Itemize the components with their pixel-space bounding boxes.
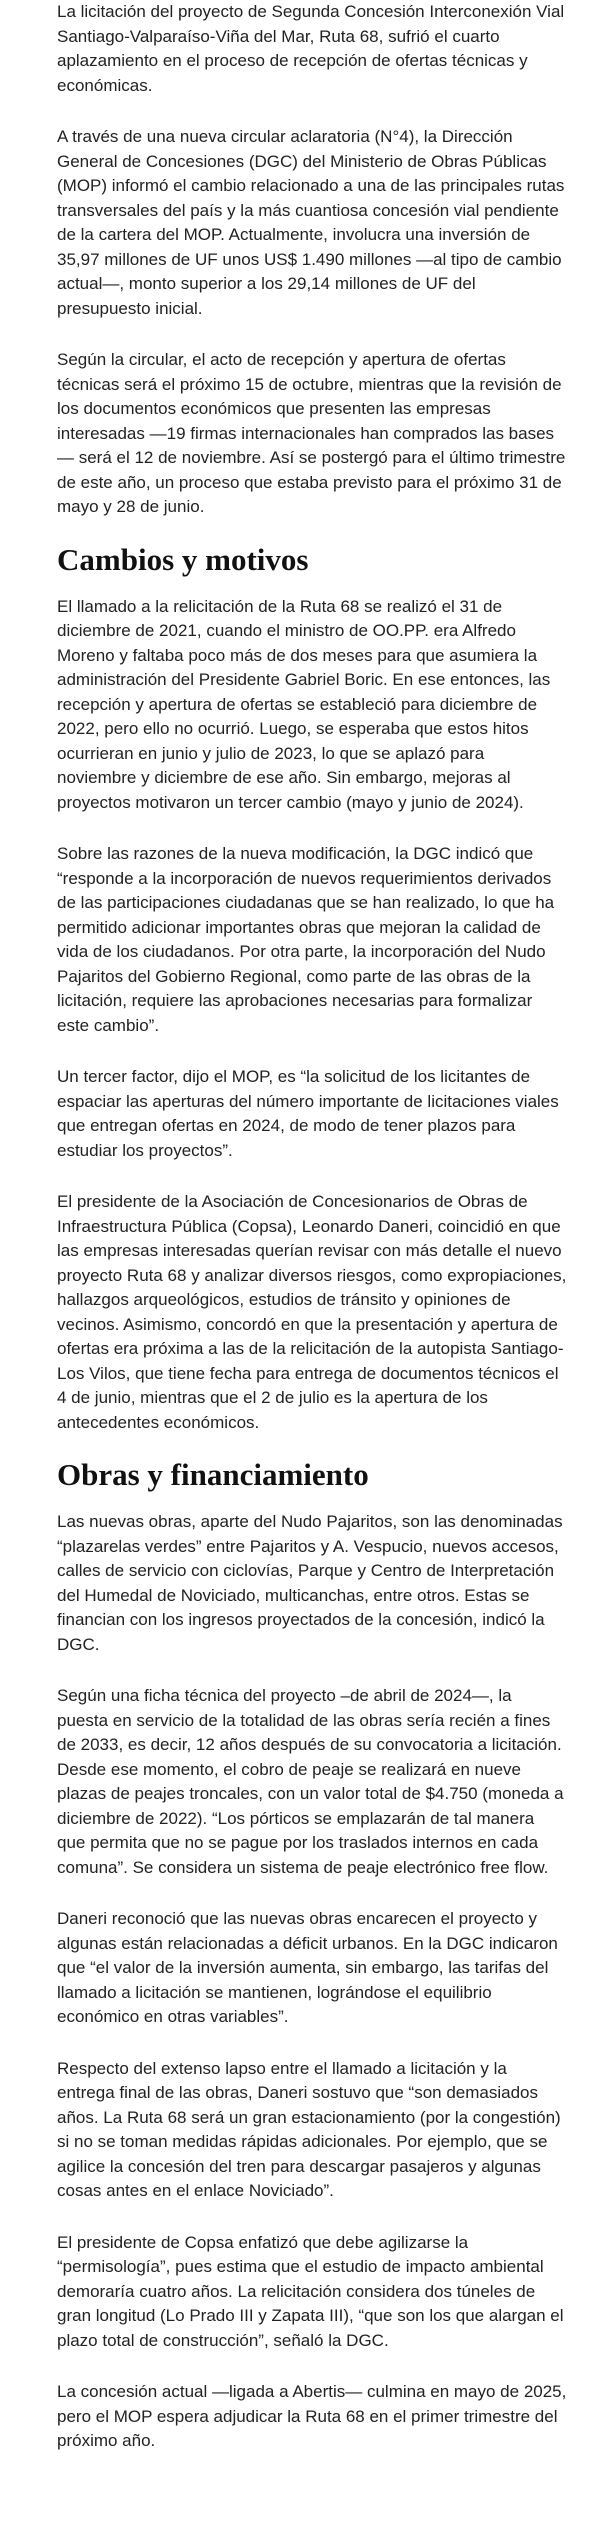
paragraph-permits: El presidente de Copsa enfatizó que debe agilizarse la “permisología”, pues estima que el estudio de impacto ambiental demoraría cuatro años. La relicitación considera dos túneles de gran longitud (Lo Prado III y Zapata III), “que son los que alargan el plazo total de construcción”, señaló la DGC.	[57, 2232, 564, 2350]
paragraph-new-works: Las nuevas obras, aparte del Nudo Pajaritos, son las denominadas “plazarelas verdes” entre Pajaritos y A. Vespucio, nuevos accesos, calles de servicio con ciclovías, Parque y Centro de Interpretación del Humedal de Noviciado, multicanchas, entre otros. Estas se financian con los ingresos proyectados de la concesión, indicó la DGC.	[57, 1512, 563, 1654]
paragraph-history: El llamado a la relicitación de la Ruta 68 se realizó el 31 de diciembre de 2021, cuando el ministro de OO.PP. era Alfredo Moreno y faltaba poco más de dos meses para que asumiera la administración del Presidente Gabriel Boric. En ese entonces, las recepción y apertura de ofertas se estableció para diciembre de 2022, pero ello no ocurrió. Luego, se esperaba que estos hitos ocurrieran en junio y julio de 2023, lo que se aplazó para noviembre y diciembre de ese año. Sin embargo, mejoras al proyectos motivaron un tercer cambio (mayo y junio de 2024).	[57, 596, 551, 812]
paragraph-circular: A través de una nueva circular aclaratoria (N°4), la Dirección General de Concesiones (DGC) del Ministerio de Obras Públicas (MOP) informó el cambio relacionado a una de las principales rutas transversales del país y la más cuantiosa concesión vial pendiente de la cartera del MOP. Actualmente, involucra una inversión de 35,97 millones de UF unos US$ 1.490 millones —al tipo de cambio actual—, monto superior a los 29,14 millones de UF del presupuesto inicial.	[57, 127, 565, 318]
paragraph-reasons: Sobre las razones de la nueva modificación, la DGC indicó que “responde a la incorporación de nuevos requerimientos derivados de las participaciones ciudadanas que se han realizado, lo que ha permitido adicionar importantes obras que mejoran la calidad de vida de los ciudadanos. Por otra parte, la incorporación del Nudo Pajaritos del Gobierno Regional, como parte de las obras de la licitación, requiere las aprobaciones necesarias para formalizar este cambio”.	[57, 844, 555, 1035]
paragraph-dates: Según la circular, el acto de recepción y apertura de ofertas técnicas será el próximo 15 de octubre, mientras que la revisión de los documentos económicos que presenten las empresas interesadas —19 firmas internacionales han comprados las bases— será el 12 de noviembre. Así se postergó para el último trimestre de este año, un proceso que estaba previsto para el próximo 31 de mayo y 28 de junio.	[57, 350, 566, 516]
paragraph-technical-sheet: Según una ficha técnica del proyecto –de abril de 2024—, la puesta en servicio de la totalidad de las obras sería recién a fines de 2033, es decir, 12 años después de su convocatoria a licitación. Desde ese momento, el cobro de peaje se realizará en nueve plazas de peajes troncales, con un valor total de $4.750 (moneda a diciembre de 2022). “Los pórticos se emplazarán de tal manera que permita que no se pague por los traslados internos en cada comuna”. Se considera un sistema de peaje electrónico free flow.	[57, 1686, 564, 1877]
heading-obras-y-financiamiento: Obras y financiamiento	[57, 1457, 369, 1492]
paragraph-costs: Daneri reconoció que las nuevas obras encarecen el proyecto y algunas están relacionadas a déficit urbanos. En la DGC indicaron que “el valor de la inversión aumenta, sin embargo, las tarifas del llamado a licitación se mantienen, lográndose el equilibrio económico en otras variables”.	[57, 1909, 558, 2026]
paragraph-timeline: Respecto del extenso lapso entre el llamado a licitación y la entrega final de las obras, Daneri sostuvo que “son demasiados años. La Ruta 68 será un gran estacionamiento (por la congestión) si no se toman medidas rápidas adicionales. Por ejemplo, que se agilice la concesión del tren para descargar pasajeros y algunas cosas antes en el enlace Noviciado”.	[57, 2058, 561, 2200]
heading-cambios-y-motivos: Cambios y motivos	[57, 541, 309, 577]
paragraph-intro: La licitación del proyecto de Segunda Concesión Interconexión Vial Santiago-Valparaíso-Viña del Mar, Ruta 68, sufrió el cuarto aplazamiento en el proceso de recepción de ofertas técnicas y económicas.	[57, 2, 565, 95]
paragraph-current-concession: La concesión actual —ligada a Abertis— culmina en mayo de 2025, pero el MOP espera adjudicar la Ruta 68 en el primer trimestre del próximo año.	[57, 2382, 567, 2450]
paragraph-third-factor: Un tercer factor, dijo el MOP, es “la solicitud de los licitantes de espaciar las aperturas del número importante de licitaciones viales que entregan ofertas en 2024, de modo de tener plazos para estudiar los proyectos”.	[57, 1067, 559, 1160]
paragraph-copsa: El presidente de la Asociación de Concesionarios de Obras de Infraestructura Pública (Copsa), Leonardo Daneri, coincidió en que las empresas interesadas querían revisar con más detalle el nuevo proyecto Ruta 68 y analizar diversos riesgos, como expropiaciones, hallazgos arqueológicos, estudios de tránsito y opiniones de vecinos. Asimismo, concordó en que la presentación y apertura de ofertas era próxima a las de la relicitación de la autopista Santiago-Los Vilos, que tiene fecha para entrega de documentos técnicos el 4 de junio, mientras que el 2 de julio es la apertura de los antecedentes económicos.	[57, 1192, 567, 1432]
